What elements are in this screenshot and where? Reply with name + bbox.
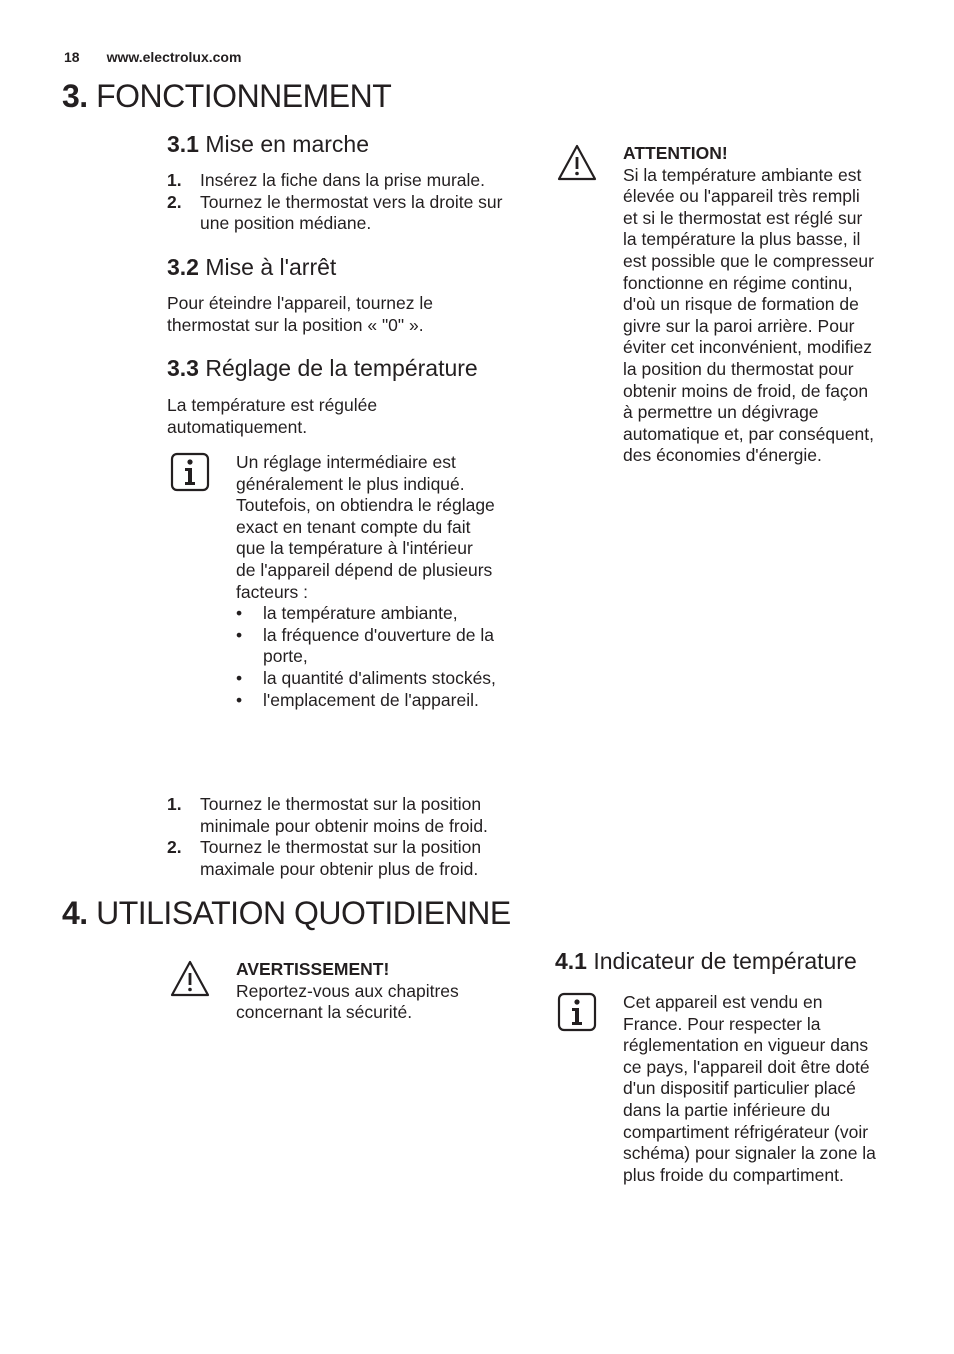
subsection-3-3-steps	[167, 794, 517, 880]
warning-text: Reportez-vous aux chapitres concernant la sécurité.	[236, 980, 459, 1023]
step-text: Tournez le thermostat sur la position maximale pour obtenir plus de froid.	[200, 837, 482, 879]
attention-text: Si la température ambiante est élevée ou l'appareil très rempli et si le thermostat est réglé sur la température la plus basse, il est possible que le compresseur fonctionne en régime continu, d'où un risque de formation de givre sur la paroi arrière. Pour éviter cet inconvénient, modifiez la position du thermostat pour obtenir moins de froid, de façon à permettre un dégivrage automatique et, par conséquent, des économies d'énergie.	[623, 164, 875, 466]
subsection-3-1-steps	[167, 170, 512, 235]
page-header	[64, 49, 241, 65]
subsection-4-1-title-text: Indicateur de température	[593, 948, 857, 974]
warning-icon	[170, 959, 210, 999]
subsection-3-2-text: Pour éteindre l'appareil, tournez le thermostat sur la position « "0" ».	[167, 293, 434, 335]
list-item: • l'emplacement de l'appareil.	[236, 690, 496, 712]
factors-list	[236, 603, 496, 711]
section-3-title	[62, 80, 391, 112]
subsection-3-3-text: La température est régulée automatiquement.	[167, 395, 378, 437]
info-note-text: Un réglage intermédiaire est généralement le plus indiqué. Toutefois, on obtiendra le réglage exact en tenant compte du fait que la température à l'intérieur de l'appareil dépend de plusieurs facteurs :	[236, 452, 495, 602]
list-item	[167, 192, 512, 235]
list-item: • la température ambiante,	[236, 603, 496, 625]
step-number: 2.	[167, 191, 182, 212]
subsection-4-1-title	[555, 950, 857, 973]
step-text: Insérez la fiche dans la prise murale.	[200, 170, 485, 190]
section-3-number: 3.	[62, 78, 88, 114]
subsection-3-2-number: 3.2	[167, 254, 199, 280]
info-icon	[557, 992, 597, 1032]
subsection-3-2-title	[167, 256, 336, 279]
step-number: 2.	[167, 837, 182, 858]
step-text: Tournez le thermostat sur la position minimale pour obtenir moins de froid.	[200, 794, 488, 836]
subsection-3-2-title-text: Mise à l'arrêt	[205, 254, 337, 280]
info-icon	[170, 452, 210, 492]
subsection-3-3-number: 3.3	[167, 355, 199, 381]
website-url: www.electrolux.com	[106, 49, 242, 65]
section-4-title	[62, 897, 511, 929]
subsection-3-3-title	[167, 357, 478, 380]
list-item	[167, 794, 517, 837]
step-number: 1.	[167, 170, 182, 190]
attention-title: ATTENTION!	[623, 143, 728, 163]
subsection-3-3-title-text: Réglage de la température	[205, 355, 478, 381]
page-number: 18	[64, 49, 80, 65]
info-note-temperature	[236, 452, 496, 711]
subsection-4-1-number: 4.1	[555, 948, 587, 974]
list-item	[167, 837, 517, 880]
list-item: • la quantité d'aliments stockés,	[236, 668, 496, 690]
attention-note	[623, 143, 875, 467]
list-item: • la fréquence d'ouverture de la porte,	[236, 625, 496, 668]
step-text: Tournez le thermostat vers la droite sur une position médiane.	[200, 191, 503, 234]
info-note-indicator: Cet appareil est vendu en France. Pour respecter la réglementation en vigueur dans ce pays, l'appareil doit être doté d'un dispositif particulier placé dans la partie inférieure du compartiment réfrigérateur (voir schéma) pour signaler la zone la plus froide du compartiment.	[623, 992, 876, 1185]
list-item	[167, 170, 512, 192]
subsection-3-1-number: 3.1	[167, 131, 199, 157]
section-4-number: 4.	[62, 895, 88, 931]
warning-icon	[557, 143, 597, 183]
section-3-title-text: FONCTIONNEMENT	[96, 78, 392, 114]
subsection-3-1-title	[167, 133, 369, 156]
warning-note	[236, 959, 496, 1024]
step-number: 1.	[167, 794, 182, 814]
section-4-title-text: UTILISATION QUOTIDIENNE	[96, 895, 511, 931]
warning-title: AVERTISSEMENT!	[236, 959, 390, 979]
subsection-3-1-title-text: Mise en marche	[205, 131, 369, 157]
